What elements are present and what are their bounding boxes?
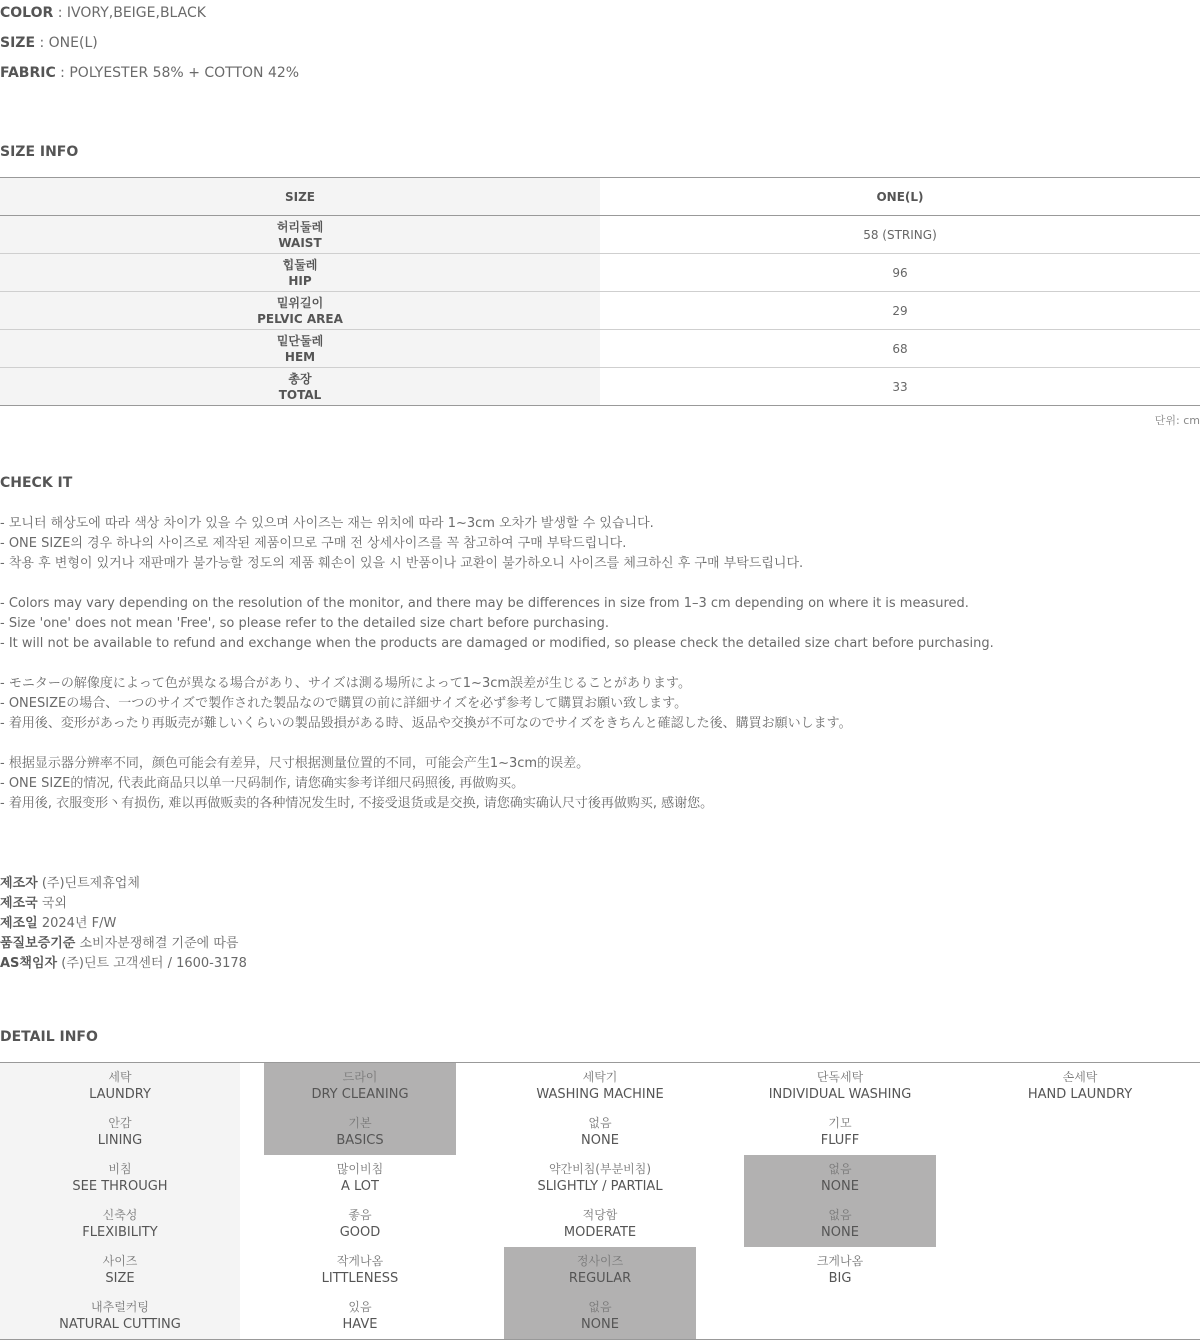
- size-row-ko: 밑단둘레: [276, 333, 324, 348]
- check-line: - ONE SIZE의 경우 하나의 사이즈로 제작된 제품이므로 구매 전 상세사이즈를 꼭 참고하여 구매 부탁드립니다.: [0, 536, 627, 551]
- detail-option-en: FLEXIBILITY: [82, 1225, 158, 1240]
- detail-option-selected: [744, 1155, 936, 1201]
- maker-info-value: 국외: [41, 896, 67, 911]
- detail-option-en: HAVE: [342, 1317, 378, 1332]
- detail-option-en: SEE THROUGH: [72, 1179, 168, 1194]
- check-line: - ONE SIZE的情况, 代表此商品只以单一尺码制作, 请您确实参考详细尺码照後, 再做购买。: [0, 776, 525, 791]
- size-row: [0, 254, 1200, 291]
- detail-option-en: FLUFF: [820, 1133, 860, 1148]
- detail-option-ko: 많이비침: [336, 1162, 384, 1176]
- size-table-header: [0, 178, 1200, 215]
- maker-info-label: 제조국: [0, 896, 38, 911]
- detail-option-ko: 비침: [108, 1162, 132, 1176]
- detail-info-title: DETAIL INFO: [0, 1029, 98, 1045]
- detail-option: [264, 1247, 456, 1293]
- detail-option-en: SLIGHTLY / PARTIAL: [537, 1179, 663, 1194]
- detail-option: [744, 1109, 936, 1155]
- detail-option-ko: 없음: [828, 1162, 852, 1176]
- size-row-ko: 허리둘레: [276, 219, 324, 234]
- size-row: [0, 216, 1200, 253]
- size-row-value-text: 29: [892, 303, 908, 318]
- size-row-ko: 힙둘레: [282, 257, 318, 272]
- detail-option-selected: [504, 1293, 696, 1339]
- maker-info-label: 제조자: [0, 876, 38, 891]
- detail-option: [744, 1247, 936, 1293]
- detail-option-en: NONE: [581, 1133, 619, 1148]
- check-line: - Colors may vary depending on the resolution of the monitor, and there may be differences in size from 1–3 cm depending on where it is measured.: [0, 596, 969, 611]
- size-row-value: [600, 292, 1200, 329]
- size-info-title: SIZE INFO: [0, 144, 79, 160]
- check-it-title: CHECK IT: [0, 475, 73, 491]
- detail-option: [264, 1293, 456, 1339]
- size-row-label: [0, 254, 600, 291]
- detail-option-ko: 손세탁: [1062, 1070, 1098, 1084]
- detail-option-en: REGULAR: [568, 1271, 632, 1286]
- detail-option-en: NONE: [821, 1179, 859, 1194]
- detail-option-ko: 기본: [348, 1116, 372, 1130]
- size-row-en: HEM: [284, 349, 316, 364]
- detail-option-ko: 사이즈: [102, 1254, 138, 1268]
- detail-option-en: BIG: [828, 1271, 852, 1286]
- size-row-value: [600, 330, 1200, 367]
- detail-option-ko: 기모: [828, 1116, 852, 1130]
- detail-option-en: BASICS: [336, 1133, 384, 1148]
- detail-option: [504, 1155, 696, 1201]
- size-unit-note: 단위: cm: [1154, 414, 1200, 427]
- maker-info-line: [0, 935, 238, 952]
- table-divider: [0, 405, 1200, 406]
- detail-option-ko: 없음: [588, 1116, 612, 1130]
- spec-value: POLYESTER 58% + COTTON 42%: [69, 65, 300, 81]
- check-line: - Size 'one' does not mean 'Free', so please refer to the detailed size chart before purchasing.: [0, 616, 610, 631]
- detail-option-en: A LOT: [341, 1179, 379, 1194]
- maker-info-value: 2024년 F/W: [41, 916, 117, 931]
- maker-info-label: 제조일: [0, 916, 38, 931]
- size-row-en: TOTAL: [278, 387, 322, 402]
- detail-option-ko: 없음: [828, 1208, 852, 1222]
- size-row-label: [0, 330, 600, 367]
- size-row-en: PELVIC AREA: [257, 311, 343, 326]
- spec-sep: :: [55, 65, 70, 81]
- size-row-label: [0, 292, 600, 329]
- spec-label: FABRIC: [0, 65, 56, 81]
- detail-category: [0, 1201, 240, 1247]
- maker-info-line: [0, 895, 67, 912]
- detail-option-en: DRY CLEANING: [311, 1087, 409, 1102]
- check-line: - 着用後、変形があったり再販売が難しいくらいの製品毀損がある時、返品や交換が不可なのでサイズをきちんと確認した後、購買お願いします。: [0, 716, 852, 731]
- check-line: - 모니터 해상도에 따라 색상 차이가 있을 수 있으며 사이즈는 재는 위치에 따라 1~3cm 오차가 발생할 수 있습니다.: [0, 516, 654, 531]
- spec-value: ONE(L): [48, 35, 98, 51]
- detail-option-en: SIZE: [105, 1271, 135, 1286]
- detail-option-selected: [264, 1109, 456, 1155]
- size-row-ko: 총장: [288, 371, 312, 386]
- size-row-value: [600, 216, 1200, 253]
- check-line: - ONESIZEの場合、一つのサイズで製作された製品なので購買の前に詳細サイズを必ず参考して購買お願い致します。: [0, 696, 688, 711]
- detail-option-en: LITTLENESS: [321, 1271, 399, 1286]
- size-row-en: WAIST: [278, 235, 322, 250]
- detail-option-ko: 크게나옴: [816, 1254, 864, 1268]
- maker-info-label: AS책임자: [0, 956, 58, 971]
- spec-label: COLOR: [0, 5, 54, 21]
- detail-option-ko: 안감: [108, 1116, 132, 1130]
- detail-option-en: NONE: [581, 1317, 619, 1332]
- detail-category: [0, 1109, 240, 1155]
- detail-option-en: INDIVIDUAL WASHING: [768, 1087, 912, 1102]
- detail-category: [0, 1155, 240, 1201]
- detail-option-en: HAND LAUNDRY: [1027, 1087, 1133, 1102]
- detail-category: [0, 1063, 240, 1109]
- detail-option-ko: 세탁: [108, 1070, 132, 1084]
- size-row-value: [600, 368, 1200, 405]
- size-header-label-text: SIZE: [284, 189, 315, 204]
- detail-option: [984, 1063, 1176, 1109]
- detail-option-en: NONE: [821, 1225, 859, 1240]
- size-row-label: [0, 216, 600, 253]
- detail-option-en: NATURAL CUTTING: [59, 1317, 181, 1332]
- size-row-label: [0, 368, 600, 405]
- detail-category: [0, 1247, 240, 1293]
- maker-info-value: (주)딘트제휴업체: [41, 876, 140, 891]
- detail-option: [264, 1155, 456, 1201]
- size-row-ko: 밑위길이: [276, 295, 324, 310]
- size-row-en: HIP: [288, 273, 312, 288]
- size-row: [0, 330, 1200, 367]
- spec-sep: :: [35, 35, 49, 51]
- detail-option-en: LAUNDRY: [89, 1087, 151, 1102]
- check-line: - 着用後, 衣服变形丶有损伤, 难以再做贩卖的各种情况发生时, 不接受退货或是交换, 请您确实确认尺寸後再做购买, 感谢您。: [0, 796, 714, 811]
- detail-option: [744, 1063, 936, 1109]
- detail-option: [504, 1063, 696, 1109]
- size-row-value-text: 96: [892, 265, 908, 280]
- size-header-label: [0, 178, 600, 215]
- detail-option-ko: 없음: [588, 1300, 612, 1314]
- detail-option-ko: 세탁기: [582, 1070, 618, 1084]
- detail-option-selected: [744, 1201, 936, 1247]
- detail-option-en: MODERATE: [563, 1225, 637, 1240]
- detail-option-en: WASHING MACHINE: [536, 1087, 664, 1102]
- detail-option-ko: 작게나옴: [336, 1254, 384, 1268]
- check-line: - It will not be available to refund and exchange when the products are damaged or modified, so please check the detailed size chart before purchasing.: [0, 636, 994, 651]
- spec-label: SIZE: [0, 35, 36, 51]
- detail-option-ko: 적당함: [582, 1208, 618, 1222]
- maker-info-line: [0, 915, 116, 932]
- detail-option-en: LINING: [97, 1133, 143, 1148]
- check-line: - 착용 후 변형이 있거나 재판매가 불가능할 정도의 제품 훼손이 있을 시 반품이나 교환이 불가하오니 사이즈를 체크하신 후 구매 부탁드립니다.: [0, 556, 804, 571]
- size-row-value-text: 58 (STRING): [863, 227, 937, 242]
- detail-option-ko: 정사이즈: [576, 1254, 624, 1268]
- size-row-value: [600, 254, 1200, 291]
- detail-option-ko: 좋음: [348, 1208, 372, 1222]
- size-header-value-text: ONE(L): [876, 189, 924, 204]
- detail-option-ko: 약간비침(부분비침): [548, 1162, 652, 1176]
- detail-option-selected: [504, 1247, 696, 1293]
- spec-fabric: [0, 64, 299, 82]
- maker-info-label: 품질보증기준: [0, 936, 76, 951]
- detail-option-ko: 내추럴커팅: [91, 1300, 149, 1314]
- detail-option-ko: 드라이: [342, 1070, 378, 1084]
- spec-size: [0, 34, 98, 52]
- spec-value: IVORY,BEIGE,BLACK: [66, 5, 206, 21]
- detail-option: [264, 1201, 456, 1247]
- size-row: [0, 292, 1200, 329]
- size-row: [0, 368, 1200, 405]
- maker-info-value: (주)딘트 고객센터 / 1600-3178: [61, 956, 247, 971]
- detail-option-ko: 단독세탁: [816, 1070, 864, 1084]
- size-header-value: [600, 178, 1200, 215]
- detail-option: [504, 1109, 696, 1155]
- spec-sep: :: [53, 5, 67, 21]
- spec-color: [0, 4, 206, 22]
- detail-option-ko: 신축성: [102, 1208, 138, 1222]
- check-line: - モニターの解像度によって色が異なる場合があり、サイズは測る場所によって1~3cm誤差が生じることがあります。: [0, 676, 691, 691]
- detail-option-ko: 있음: [348, 1300, 372, 1314]
- detail-option-en: GOOD: [339, 1225, 381, 1240]
- maker-info-value: 소비자분쟁해결 기준에 따름: [79, 936, 239, 951]
- size-row-value-text: 68: [892, 341, 908, 356]
- maker-info-line: [0, 875, 140, 892]
- detail-option-selected: [264, 1063, 456, 1109]
- detail-grid: [0, 1063, 1200, 1339]
- check-line: - 根据显示器分辨率不同，颜色可能会有差异，尺寸根据测量位置的不同，可能会产生1~3cm的误差。: [0, 756, 590, 771]
- maker-info-line: [0, 955, 247, 972]
- detail-category: [0, 1293, 240, 1339]
- detail-option: [504, 1201, 696, 1247]
- size-row-value-text: 33: [892, 379, 908, 394]
